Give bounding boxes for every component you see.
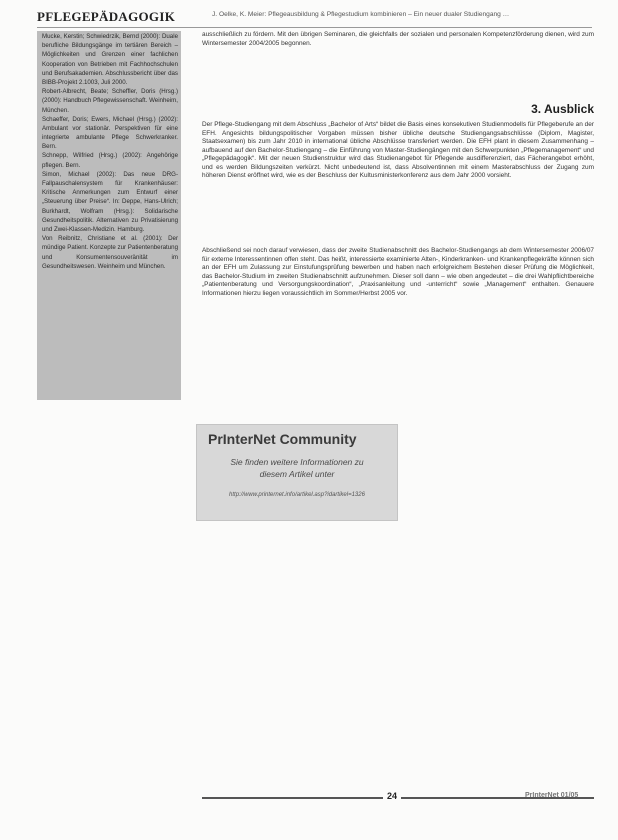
header-rule xyxy=(37,27,592,28)
intro-paragraph xyxy=(202,31,594,48)
subtitle-line: Sie finden weitere Informationen zu xyxy=(230,457,364,467)
community-title: PrInterNet Community xyxy=(208,431,357,447)
section-heading: 3. Ausblick xyxy=(531,102,594,116)
reference-item: Von Reibnitz, Christiane et al. (2001): Der mündige Patient. Konzepte zur Patientenberatung und Konsumentensouveränität im Gesundheitswesen. Weinheim und München. xyxy=(42,235,178,270)
reference-item: Schaeffer, Doris; Ewers, Michael (Hrsg.) (2002): Ambulant vor stationär. Perspektiven für eine integrierte ambulante Pflege Schwerkranker. Bern. xyxy=(42,115,178,151)
printernet-community-box xyxy=(196,424,398,521)
running-head: J. Oelke, K. Meier: Pflegeausbildung & Pflegestudium kombinieren – Ein neuer dualer Studiengang … xyxy=(212,11,510,18)
reference-item: Simon, Michael (2002): Das neue DRG-Fallpauschalensystem für Krankenhäuser: Kritische Anmerkungen zum Entwurf einer „Steuerung über Preise“. In: Deppe, Hans-Ulrich; Burkhardt, Wolfram (Hrsg.): Solidarische Gesundheitspolitik. Alternativen zu Privatisierung und Zwei-Klassen-Medizin. Hamburg. xyxy=(42,170,178,233)
reference-item: Robert-Albrecht, Beate; Scheffler, Doris (Hrsg.) (2000): Handbuch Pflegewissenschaft. Weinheim, München. xyxy=(42,88,178,114)
journal-issue: PrInterNet 01/05 xyxy=(525,792,579,799)
paragraph-text: Der Pflege-Studiengang mit dem Abschluss „Bachelor of Arts“ bildet die Basis eines konsekutiven Studienmodells für Pflegeberufe an der EFH. Angesichts bildungspolitischer Vorgaben müssen bisher übliche deutsche Studiengangsabschlüsse (Diplom, Magister, Staatsexamen) bis zum Jahr 2010 in international übliche Abschlüsse transferiert werden. Die EFH plant in diesem Zusammenhang – aufbauend auf den Bachelor-Studiengang – die Einführung von Master-Studiengängen mit den Schwerpunkten „Pflegemanagement“ und „Pflegepädagogik“. Mit der neuen Studienstruktur wird das Studienangebot für Pflegende ausdifferenziert, das Fächerangebot erhöht, und es werden Bildungszeiten verkürzt. Nicht unbedeutend ist, dass Absolventinnen mit einem Masterabschluss der Zugang zum höheren Dienst eröffnet wird, wie es der Beschluss der Kultusministerkonferenz aus dem Jahr 2000 vorsieht. xyxy=(202,121,594,180)
journal-brand: PFLEGEPÄDAGOGIK xyxy=(37,9,176,24)
intro-text: ausschließlich zu fördern. Mit den übrigen Seminaren, die gleichfalls der sozialen und personalen Kompetenzförderung dienen, wird zum Wintersemester 2004/2005 begonnen. xyxy=(202,31,594,47)
page-number: 24 xyxy=(383,791,401,801)
article-link[interactable]: http://www.printernet.info/artikel.asp?idartikel=1326 xyxy=(229,492,365,498)
reference-item: Mucke, Kerstin; Schwiedrzik, Bernd (2000): Duale berufliche Bildungsgänge im tertiären Bereich – Möglichkeiten und Grenzen einer fachlichen Kooperation von Betrieben mit Fachhochschulen und Berufsakademien. Abschlussbericht über das BIBB-Projekt 2.1003, Juli 2000. xyxy=(42,33,178,86)
reference-list xyxy=(42,32,178,271)
community-subtitle xyxy=(197,456,397,480)
body-paragraph-1 xyxy=(202,121,594,181)
body-paragraph-2 xyxy=(202,247,594,298)
paragraph-text: Abschließend sei noch darauf verwiesen, dass der zweite Studienabschnitt des Bachelor-Studiengangs ab dem Wintersemester 2006/07 für externe Interessentinnen offen steht. Das heißt, interessierte examinierte Alten-, Kinderkranken- und Krankenpflegekräfte können sich an der EFH um Zulassung zur Einstufungsprüfung bewerben und haben nach erfolgreichem Bestehen dieser Prüfung die Möglichkeit, das Bachelor-Studium im zweiten Studienabschnitt aufzunehmen. Dieser soll dann – wie oben angedeutet – die drei Wahlpflichtbereiche „Patientenberatung und Versorgungskoordination“, „Praxisanleitung und -unterricht“ sowie „Management“ enthalten. Genauere Informationen hierzu liegen voraussichtlich im Sommer/Herbst 2005 vor. xyxy=(202,247,594,297)
subtitle-line: diesem Artikel unter xyxy=(259,469,335,479)
reference-item: Schnepp, Wilfried (Hrsg.) (2002): Angehörige pflegen. Bern. xyxy=(42,152,178,169)
